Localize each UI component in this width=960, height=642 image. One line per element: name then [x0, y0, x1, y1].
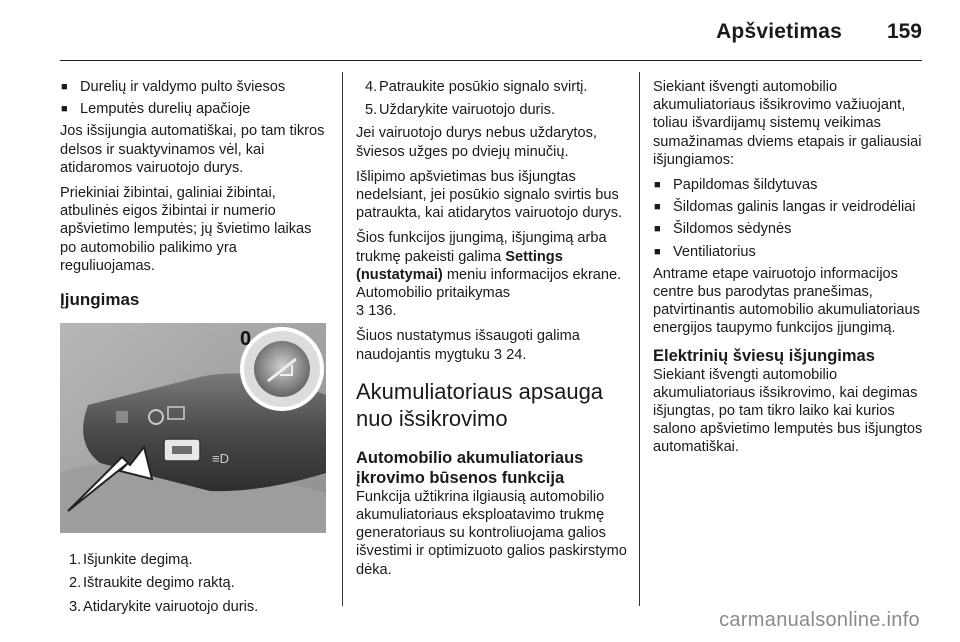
list-item: ■ Papildomas šildytuvas	[653, 176, 931, 194]
subsection-heading: Automobilio akumuliatoriaus įkrovimo būsenos funkcija	[356, 448, 584, 487]
list-item: 4. Patraukite posūkio signalo svirtį.	[365, 79, 588, 95]
figure-badge: 0	[240, 328, 252, 351]
page-header	[0, 0, 960, 62]
list-item: ■ Šildomos sėdynės	[653, 220, 931, 238]
header-rule	[60, 60, 922, 61]
svg-text:≡D: ≡D	[212, 451, 229, 467]
list-item: ■ Ventiliatorius	[653, 243, 931, 261]
column-3	[653, 78, 931, 464]
chapter-heading: Akumuliatoriaus apsauga nuo išsikrovimo	[356, 378, 604, 431]
page-number: 159	[886, 20, 922, 43]
column-1	[60, 78, 328, 621]
paragraph: Siekiant išvengti automobilio akumuliatoriaus išsikrovimo važiuojant, toliau išvardijamų sistemų veikimas sumažinamas dviems etapais ir galiausiai išjungiamos:	[653, 79, 922, 168]
paragraph: Šiuos nustatymus išsaugoti galima naudojantis mygtuku 3 24.	[356, 328, 580, 363]
paragraph: Šios funkcijos įjungimą, išjungimą arba trukmę pakeisti galima Settings (nustatymai) meniu informacijos ekrane. Automobilio pritaikymas 3 136.	[356, 230, 622, 320]
page-title: Apšvietimas	[716, 20, 842, 43]
list-item: 1. Išjunkite degimą.	[69, 552, 193, 569]
subsection-heading: Elektrinių šviesų išjungimas	[653, 346, 875, 365]
page-ref-arrow-icon: 3	[356, 303, 365, 320]
list-item: 2. Ištraukite degimo raktą.	[69, 575, 235, 592]
column-divider-1	[342, 72, 343, 606]
page-ref[interactable]: 24.	[506, 346, 527, 363]
settings-menu-name: Settings (nustatymai)	[356, 248, 563, 283]
paragraph: Funkcija užtikrina ilgiausią automobilio akumuliatoriaus eksploatavimo trukmę generatoriaus su kontroliuojama galios išvestimi ir optimizuoto galios paskirstymo dėka.	[356, 488, 627, 578]
watermark: carmanualsonline.info	[719, 609, 920, 631]
paragraph: Jei vairuotojo durys nebus uždarytos, šviesos užges po dviejų minučių.	[356, 125, 597, 160]
paragraph: Jos išsijungia automatiškai, po tam tikros delsos ir suaktyvinamos vėl, kai atidaromos vairuotojo durys.	[60, 123, 325, 176]
paragraph: Išlipimo apšvietimas bus išjungtas nedelsiant, jei posūkio signalo svirtis bus patraukta, kai atidarytos vairuotojo durys.	[356, 168, 623, 222]
section-heading: Įjungimas	[60, 290, 140, 310]
paragraph: Antrame etape vairuotojo informacijos centre bus parodytas pranešimas, patvirtinantis automobilio akumuliatoriaus energijos taupymo funkcijos įjungimą.	[653, 265, 920, 337]
list-item: 3. Atidarykite vairuotojo duris.	[69, 598, 259, 615]
list-item: ■ Lemputės durelių apačioje	[60, 100, 328, 118]
page-ref[interactable]: 136.	[368, 303, 397, 320]
list-item: ■ Durelių ir valdymo pulto šviesos	[60, 78, 328, 96]
column-2	[356, 78, 628, 586]
paragraph: Siekiant išvengti automobilio akumuliatoriaus išsikrovimo, kai degimas išjungtas, po tam tikro laiko kai kurios salono apšvietimo lemputės bus išjungtos automatiškai.	[653, 366, 923, 456]
turn-signal-lever-illustration	[60, 323, 326, 533]
paragraph: Priekiniai žibintai, galiniai žibintai, atbulinės eigos žibintai ir numerio apšvietimo lemputės; jų švietimo laikas po automobilio palikimo yra reguliuojamas.	[60, 185, 312, 274]
page-ref-arrow-icon: 3	[493, 346, 503, 363]
list-item: ■ Šildomas galinis langas ir veidrodėliai	[653, 198, 931, 216]
column-divider-2	[639, 72, 640, 606]
list-item: 5. Uždarykite vairuotojo duris.	[365, 102, 556, 119]
